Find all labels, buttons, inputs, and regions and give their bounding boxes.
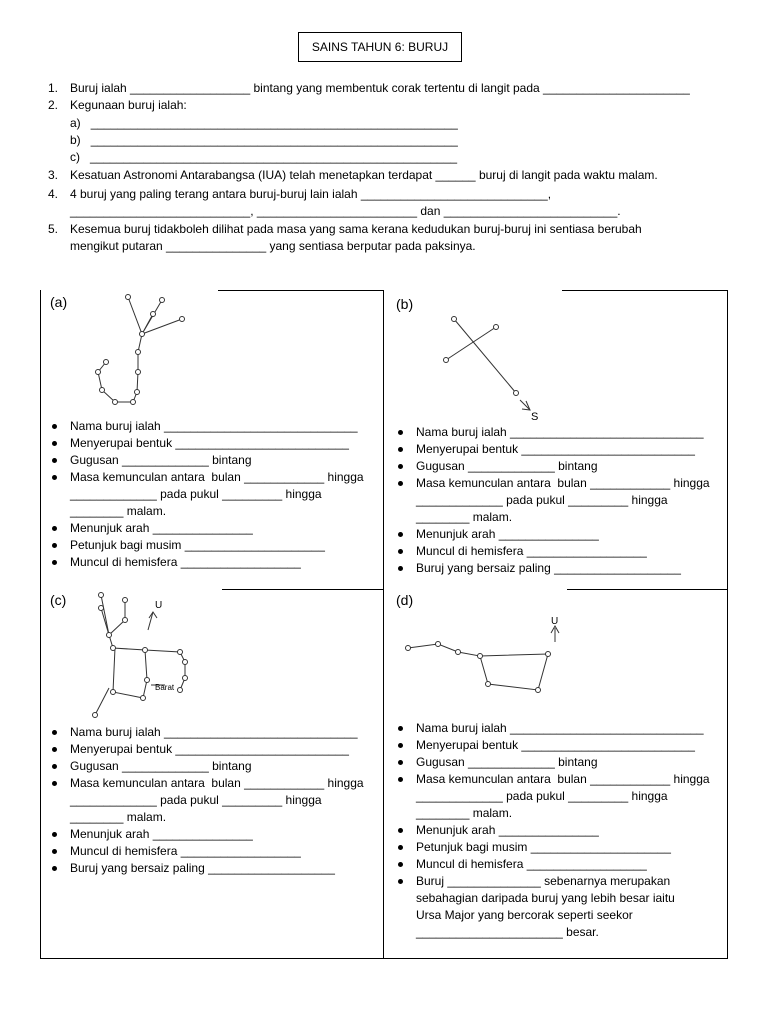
panel-a-label: (a) <box>50 294 68 310</box>
list-item: Muncul di hemisfera __________________ <box>46 843 364 860</box>
panel-a-list <box>46 418 364 571</box>
question-text: Kesatuan Astronomi Antarabangsa (IUA) telah menetapkan terdapat ______ buruj di langit pada waktu malam. <box>70 168 658 182</box>
list-item: ________ malam. <box>70 810 167 824</box>
question-text: Buruj ialah __________________ bintang yang membentuk corak tertentu di langit pada ______________________ <box>70 81 690 95</box>
list-item: _____________ pada pukul _________ hingga <box>416 789 668 803</box>
list-item: Muncul di hemisfera __________________ <box>392 856 710 873</box>
list-item: Nama buruj ialah _____________________________ <box>392 424 710 441</box>
list-item: Menunjuk arah _______________ <box>46 520 364 537</box>
list-item: Nama buruj ialah _____________________________ <box>392 720 710 737</box>
use-item-c <box>70 150 457 164</box>
list-item: Menunjuk arah _______________ <box>46 826 364 843</box>
crux-constellation-diagram <box>430 305 550 420</box>
panel-d-label: (d) <box>396 592 414 608</box>
use-label: b) <box>70 133 81 147</box>
list-item: Menyerupai bentuk __________________________ <box>46 435 364 452</box>
list-item: ______________________ besar. <box>416 925 599 939</box>
list-item: Menunjuk arah _______________ <box>392 526 710 543</box>
list-item: Menyerupai bentuk __________________________ <box>392 737 710 754</box>
worksheet-title-text: SAINS TAHUN 6: BURUJ <box>311 40 449 54</box>
list-item: Gugusan _____________ bintang <box>392 754 710 771</box>
list-item: ________ malam. <box>416 510 513 524</box>
use-item-b <box>70 133 458 147</box>
question-text: Kegunaan buruj ialah: <box>70 98 187 112</box>
question-number: 4. <box>48 187 59 201</box>
north-arrow-label: U <box>551 616 559 627</box>
use-item-a <box>70 116 458 130</box>
list-item: Masa kemunculan antara bulan ____________ hingga <box>46 775 364 792</box>
use-blank: _______________________________________________________ <box>90 150 458 164</box>
use-blank: _______________________________________________________ <box>90 133 458 147</box>
question-text: Kesemua buruj tidakboleh dilihat pada masa yang sama kerana kedudukan buruj-buruj ini sentiasa berubah <box>70 222 642 236</box>
list-item: Muncul di hemisfera __________________ <box>392 543 710 560</box>
list-item: Ursa Major yang bercorak seperti seekor <box>416 908 633 922</box>
list-item: Petunjuk bagi musim _____________________ <box>392 839 710 856</box>
grid-top-border-left <box>218 290 383 291</box>
list-item: ________ malam. <box>416 806 513 820</box>
list-item: Menyerupai bentuk __________________________ <box>392 441 710 458</box>
north-arrow-label: U <box>155 600 163 611</box>
list-item: Nama buruj ialah _____________________________ <box>46 418 364 435</box>
list-item: Menyerupai bentuk __________________________ <box>46 741 364 758</box>
list-item: Nama buruj ialah _____________________________ <box>46 724 364 741</box>
grid-right-border <box>727 290 728 958</box>
worksheet-title <box>298 32 462 62</box>
list-item: Gugusan _____________ bintang <box>46 452 364 469</box>
list-item: Gugusan _____________ bintang <box>46 758 364 775</box>
panel-d-list <box>392 720 710 941</box>
list-item: Masa kemunculan antara bulan ____________ hingga <box>392 771 710 788</box>
use-label: c) <box>70 150 80 164</box>
list-item: Menunjuk arah _______________ <box>392 822 710 839</box>
list-item: Gugusan _____________ bintang <box>392 458 710 475</box>
list-item: Buruj ______________ sebenarnya merupakan <box>392 873 710 890</box>
question-number: 2. <box>48 98 59 112</box>
list-item: Masa kemunculan antara bulan ____________ hingga <box>392 475 710 492</box>
grid-left-border <box>40 290 41 958</box>
use-blank: _______________________________________________________ <box>90 116 458 130</box>
list-item: ________ malam. <box>70 504 167 518</box>
west-arrow-label: Barat <box>155 683 175 692</box>
panel-b-list <box>392 424 710 577</box>
question-number: 1. <box>48 81 59 95</box>
big-dipper-constellation-diagram <box>400 612 565 697</box>
question-text: mengikut putaran _______________ yang sentiasa berputar pada paksinya. <box>70 239 476 253</box>
question-number: 5. <box>48 222 59 236</box>
grid-top-border-right <box>562 290 727 291</box>
list-item: _____________ pada pukul _________ hingga <box>416 493 668 507</box>
list-item: Masa kemunculan antara bulan ____________ hingga <box>46 469 364 486</box>
list-item: Buruj yang bersaiz paling ___________________ <box>392 560 710 577</box>
grid-bottom-border <box>40 958 728 959</box>
grid-center-divider <box>383 290 384 958</box>
panel-c-list <box>46 724 364 877</box>
south-arrow-label: S <box>531 411 539 420</box>
question-text: 4 buruj yang paling terang antara buruj-buruj lain ialah ____________________________, <box>70 187 552 201</box>
question-text: ___________________________, ________________________ dan __________________________. <box>70 204 621 218</box>
question-number: 3. <box>48 168 59 182</box>
list-item: Petunjuk bagi musim _____________________ <box>46 537 364 554</box>
list-item: _____________ pada pukul _________ hingga <box>70 793 322 807</box>
scorpius-constellation-diagram <box>80 292 200 412</box>
list-item: sebahagian daripada buruj yang lebih besar iaitu <box>416 891 675 905</box>
grid-middle-line-right <box>567 589 727 590</box>
grid-middle-line-left <box>222 589 383 590</box>
orion-constellation-diagram <box>85 590 215 720</box>
panel-c-label: (c) <box>50 592 67 608</box>
list-item: _____________ pada pukul _________ hingga <box>70 487 322 501</box>
list-item: Buruj yang bersaiz paling ___________________ <box>46 860 364 877</box>
use-label: a) <box>70 116 81 130</box>
panel-b-label: (b) <box>396 296 414 312</box>
list-item: Muncul di hemisfera __________________ <box>46 554 364 571</box>
